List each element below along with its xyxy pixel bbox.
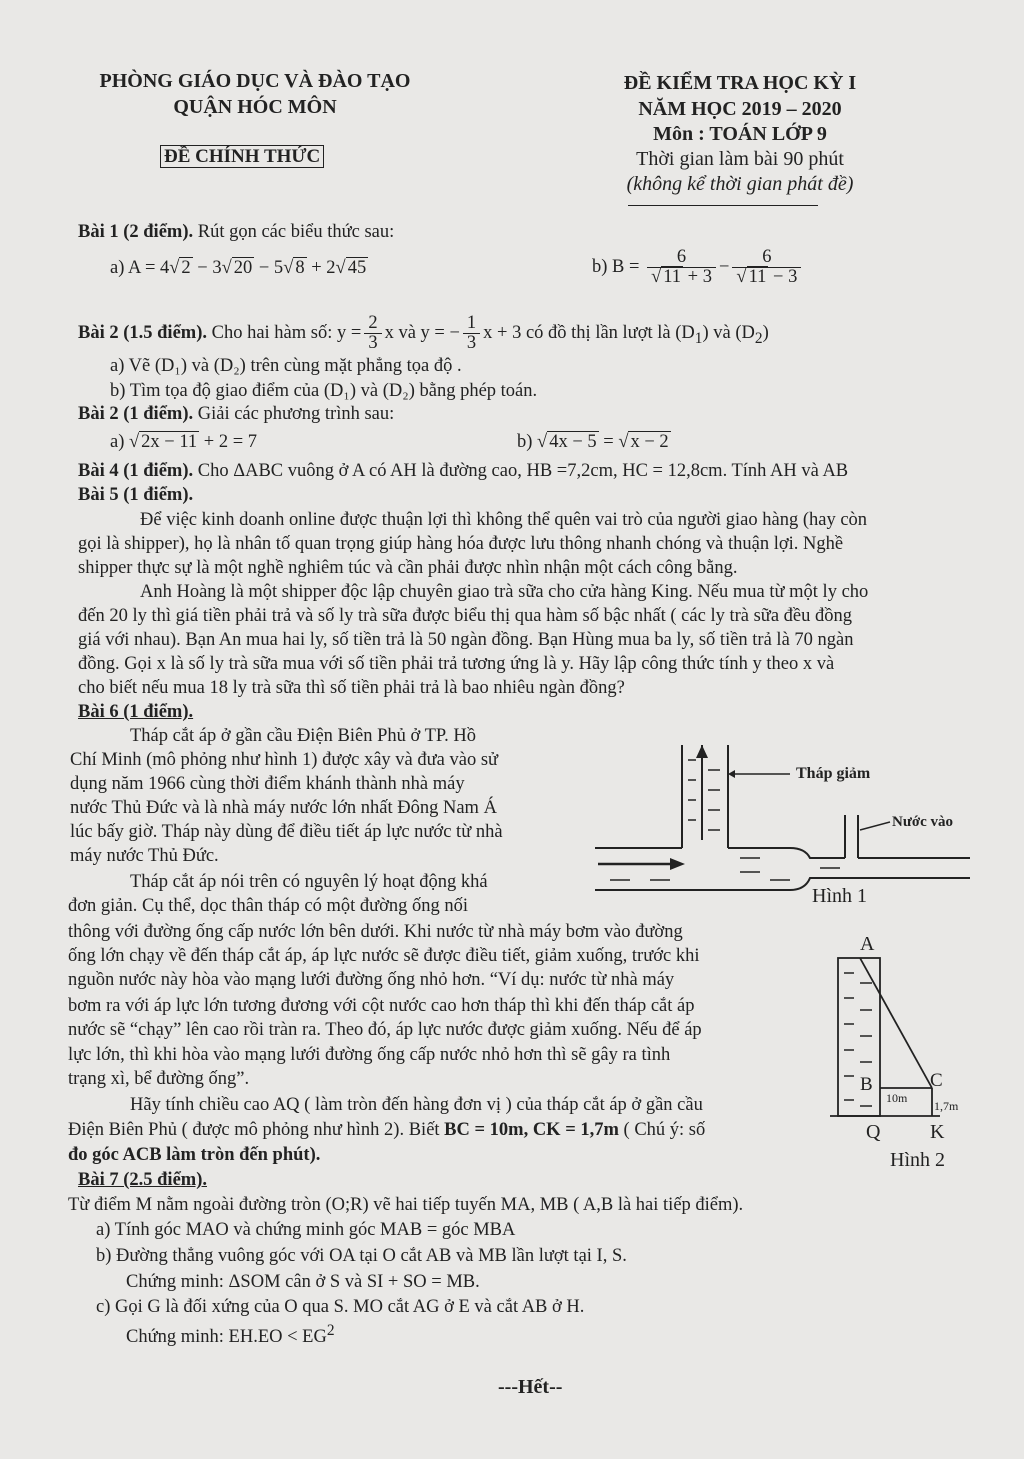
bai7-b1: b) Đường thẳng vuông góc với OA tại O cắt AB và MB lần lượt tại I, S. [96, 1246, 627, 1266]
bai1-a-op2: − 5 [254, 258, 284, 278]
official-stamp [160, 146, 324, 168]
bai6-left-5: lúc bấy giờ. Tháp này dùng để điều tiết áp lực nước từ nhà [70, 822, 503, 842]
bai1-a-op3: + 2 [306, 258, 336, 278]
bai1-b-den1-root: 11 [663, 267, 682, 288]
fig1-flow-arrowhead [670, 858, 685, 870]
bai2-a: a) Vẽ (D₁) và (D₂) trên cùng mặt phẳng tọa độ . [110, 356, 462, 376]
bai1-title: Bài 1 (2 điểm). [78, 222, 194, 242]
bai7-c1: c) Gọi G là đối xứng của O qua S. MO cắt AG ở E và cắt AB ở H. [96, 1297, 585, 1317]
fig2-label-b: B [860, 1074, 873, 1095]
bai6-mid-6: lực lớn, thì khi hòa vào mạng lưới đường ống cấp nước nhỏ hơn thì sẽ gây ra tình [68, 1045, 671, 1065]
bai1-b-frac1: $\frac{6}{√ 11 + 3}$ [647, 248, 716, 288]
bai4 [78, 461, 978, 482]
fig2-label-bc: 10m [886, 1091, 908, 1105]
bai2-title: Bài 2 (1.5 điểm). [78, 323, 207, 344]
bai6-mid-2: ống lớn chạy về đến tháp cắt áp, áp lực nước sẽ được điều tiết, giảm xuống, trước khi [68, 946, 700, 966]
bai2-text1: Cho hai hàm số: y = [206, 323, 362, 344]
header-left-line2: QUẬN HÓC MÔN [173, 96, 337, 118]
bai6-mid-3: nguồn nước này hòa vào mạng lưới đường ống nhỏ hơn. “Ví dụ: nước từ nhà máy [68, 970, 675, 990]
bai7-c2-text: Chứng minh: EH.EO < EG [126, 1327, 327, 1348]
bai5-line-8: cho biết nếu mua 18 ly trà sữa thì số tiền phải trả là bao nhiêu ngàn đồng? [78, 678, 625, 698]
fig2-label-k: K [930, 1121, 945, 1143]
bai2-sub1: 1 [694, 329, 703, 347]
fig2-label-a: A [860, 933, 875, 955]
fig2-label-ck: 1,7m [934, 1099, 959, 1113]
bai6-left-4: nước Thủ Đức và là nhà máy nước lớn nhất Đông Nam Á [70, 798, 497, 818]
bai3-b-root1: 4x − 5 [549, 432, 597, 452]
figure-2 [820, 928, 980, 1173]
fig1-tower-label: Tháp giảm [796, 765, 871, 782]
fig2-hypotenuse [860, 958, 932, 1088]
bai2-f2-num: 1 [463, 314, 480, 334]
fig1-pipe-narrow-top [790, 848, 845, 858]
bai3-b-prefix: b) [517, 432, 538, 452]
bai3-heading [78, 404, 978, 425]
bai5-line-3: shipper thực sự là một nghề nghiêm túc và cần phải được nhìn nhận một cách công bằng. [78, 558, 738, 578]
bai1-text: Rút gọn các biểu thức sau: [193, 222, 395, 242]
bai2-b: b) Tìm tọa độ giao điểm của (D₁) và (D₂) bằng phép toán. [110, 381, 538, 401]
bai1-heading [78, 222, 978, 243]
bai6-mid-1: thông với đường ống cấp nước lớn bên dưới. Khi nước từ nhà máy bơm vào đường [68, 922, 683, 942]
bai6-last-2: đo góc ACB làm tròn đến phút). [68, 1145, 321, 1165]
bai3-b: b) √ 4x − 5 = √ x − 2 [517, 432, 669, 452]
bai2-sub2: 2 [754, 329, 763, 347]
bai6-left-1: Tháp cắt áp ở gần cầu Điện Biên Phủ ở TP. Hồ [130, 726, 476, 746]
header-right-line4: Thời gian làm bài 90 phút [636, 148, 844, 170]
bai6-last-1c: ( Chú ý: số [618, 1120, 706, 1140]
figure-1 [590, 740, 980, 910]
bai2-frac1 [364, 314, 381, 354]
bai2-text4: ) và (D [702, 323, 755, 344]
bai3-text: Giải các phương trình sau: [193, 404, 395, 424]
bai5-line-4: Anh Hoàng là một shipper độc lập chuyên giao trà sữa cho cửa hàng King. Nếu mua từ một ly cho [140, 582, 869, 602]
bai3-a-prefix: a) [110, 432, 129, 452]
fig2-label-c: C [930, 1070, 943, 1091]
bai2-text3: x + 3 có đồ thị lần lượt là (D [483, 323, 695, 344]
bai3-a-root: 2x − 11 [141, 432, 198, 452]
bai6-title: Bài 6 (1 điểm). [78, 702, 194, 722]
bai2-f1-num: 2 [364, 314, 381, 334]
bai1-a-op1: − 3 [192, 258, 222, 278]
bai2-heading [78, 314, 978, 354]
header-right-line2: NĂM HỌC 2019 – 2020 [638, 98, 842, 120]
bai1-b-den2-root: 11 [748, 267, 767, 288]
bai6-left-6: máy nước Thủ Đức. [70, 846, 219, 866]
bai2-text5: ) [762, 323, 769, 344]
bai1-b-prefix: b) B = [592, 257, 640, 278]
bai6-mid-4: bơm ra với áp lực lớn tương đương với cột nước cao hơn tháp thì khi đến tháp cắt áp [68, 996, 695, 1016]
bai7-b2: Chứng minh: ΔSOM cân ở S và SI + SO = MB. [126, 1272, 480, 1292]
bai7-title: Bài 7 (2.5 điểm). [78, 1170, 207, 1190]
bai1-b-den2-tail: − 3 [768, 267, 798, 288]
bai7-a: a) Tính góc MAO và chứng minh góc MAB = góc MBA [96, 1220, 516, 1240]
bai6-left-2: Chí Minh (mô phỏng như hình 1) được xây và đưa vào sử [70, 750, 499, 770]
bai7-c2-sup: 2 [326, 1322, 335, 1339]
bai1-a: a) A = 4√ 2 − 3√ 20 − 5√ 8 + 2√ 45 [110, 258, 367, 278]
bai6-left-8: đơn giản. Cụ thể, dọc thân tháp có một đường ống nối [68, 896, 469, 916]
fig1-inlet-label: Nước vào [892, 814, 954, 830]
bai3-b-eq: = [598, 432, 619, 452]
fig1-caption: Hình 1 [812, 885, 867, 907]
bai3-a-tail: + 2 = 7 [199, 432, 258, 452]
bai4-title: Bài 4 (1 điểm). [78, 461, 194, 481]
bai2-f1-den: 3 [368, 333, 378, 354]
bai1-a-root1: 2 [181, 258, 191, 278]
bai4-text: Cho ΔABC vuông ở A có AH là đường cao, HB =7,2cm, HC = 12,8cm. Tính AH và AB [193, 461, 849, 481]
bai7-c2 [126, 1322, 335, 1348]
bai1-b-num2: 6 [732, 248, 801, 268]
bai2-frac2 [463, 314, 480, 354]
bai7-intro: Từ điểm M nằm ngoài đường tròn (O;R) vẽ hai tiếp tuyến MA, MB ( A,B là hai tiếp điểm). [68, 1195, 744, 1215]
bai2-f2-den: 3 [466, 333, 477, 354]
header-right-line5: (không kể thời gian phát đề) [626, 173, 854, 195]
bai1-b-frac2: $\frac{6}{√ 11 - 3}$ [732, 248, 801, 288]
bai1-a-prefix: a) A = 4 [110, 258, 170, 278]
header-right-line1: ĐỀ KIỂM TRA HỌC KỲ I [623, 72, 857, 94]
official-label: ĐỀ CHÍNH THỨC [160, 145, 324, 168]
fig1-up-arrowhead [696, 745, 708, 758]
fig2-caption: Hình 2 [890, 1149, 945, 1171]
bai5-line-2: gọi là shipper), họ là nhân tố quan trọng giúp hàng hóa được lưu thông nhanh chóng và thuận lợi. Nghề [78, 534, 844, 554]
bai6-last-1a: Điện Biên Phủ ( được mô phỏng như hình 2). Biết [68, 1120, 445, 1140]
header-right-line3: Môn : TOÁN LỚP 9 [653, 123, 827, 145]
bai6-mid-7: trạng xì, bể đường ống”. [68, 1069, 250, 1089]
bai6-left-3: dụng năm 1966 cùng thời điểm khánh thành nhà máy [70, 774, 465, 794]
bai1-b-den1-tail: + 3 [683, 267, 712, 288]
bai1-b-minus: − [718, 257, 730, 278]
end-mark: ---Hết-- [498, 1376, 563, 1398]
bai3-b-root2: x − 2 [630, 432, 669, 452]
bai6-last-1b: BC = 10m, CK = 1,7m [444, 1120, 619, 1140]
bai3-a: a) √ 2x − 11 + 2 = 7 [110, 432, 258, 452]
bai3-title: Bài 2 (1 điểm). [78, 404, 194, 424]
bai1-a-root2: 20 [233, 258, 253, 278]
fig2-label-q: Q [866, 1121, 881, 1143]
bai6-mid-5: nước sẽ “chạy” lên cao rồi tràn ra. Theo đó, áp lực nước được giảm xuống. Nếu để áp [68, 1020, 702, 1040]
bai5-line-5: đến 20 ly thì giá tiền phải trả và số ly trà sữa được biểu thị qua hàm số bậc nhất ( các ly trà sữa đều đồng [78, 606, 852, 626]
bai5-line-1: Để việc kinh doanh online được thuận lợi thì không thể quên vai trò của người giao hàng (hay còn [140, 510, 868, 530]
bai1-a-root3: 8 [295, 258, 305, 278]
header-left-line1: PHÒNG GIÁO DỤC VÀ ĐÀO TẠO [99, 70, 411, 92]
bai1-a-root4: 45 [347, 258, 367, 278]
bai5-line-7: đồng. Gọi x là số ly trà sữa mua với số tiền phải trả tương ứng là y. Hãy lập công thức tính y theo x và [78, 654, 835, 674]
bai6-mid-8: Hãy tính chiều cao AQ ( làm tròn đến hàng đơn vị ) của tháp cắt áp ở gần cầu [130, 1095, 703, 1115]
header-underline [628, 205, 818, 206]
bai6-left-7: Tháp cắt áp nói trên có nguyên lý hoạt động khá [130, 872, 488, 892]
bai5-title: Bài 5 (1 điểm). [78, 485, 194, 505]
bai5-line-6: giá với nhau). Bạn An mua hai ly, số tiền trả là 50 ngàn đồng. Bạn Hùng mua ba ly, số tiền trả là 70 ngàn [78, 630, 854, 650]
bai1-b [592, 248, 804, 288]
bai6-last-1 [68, 1120, 705, 1141]
bai1-b-num1: 6 [647, 248, 716, 268]
bai2-text2: x và y = − [384, 323, 460, 344]
